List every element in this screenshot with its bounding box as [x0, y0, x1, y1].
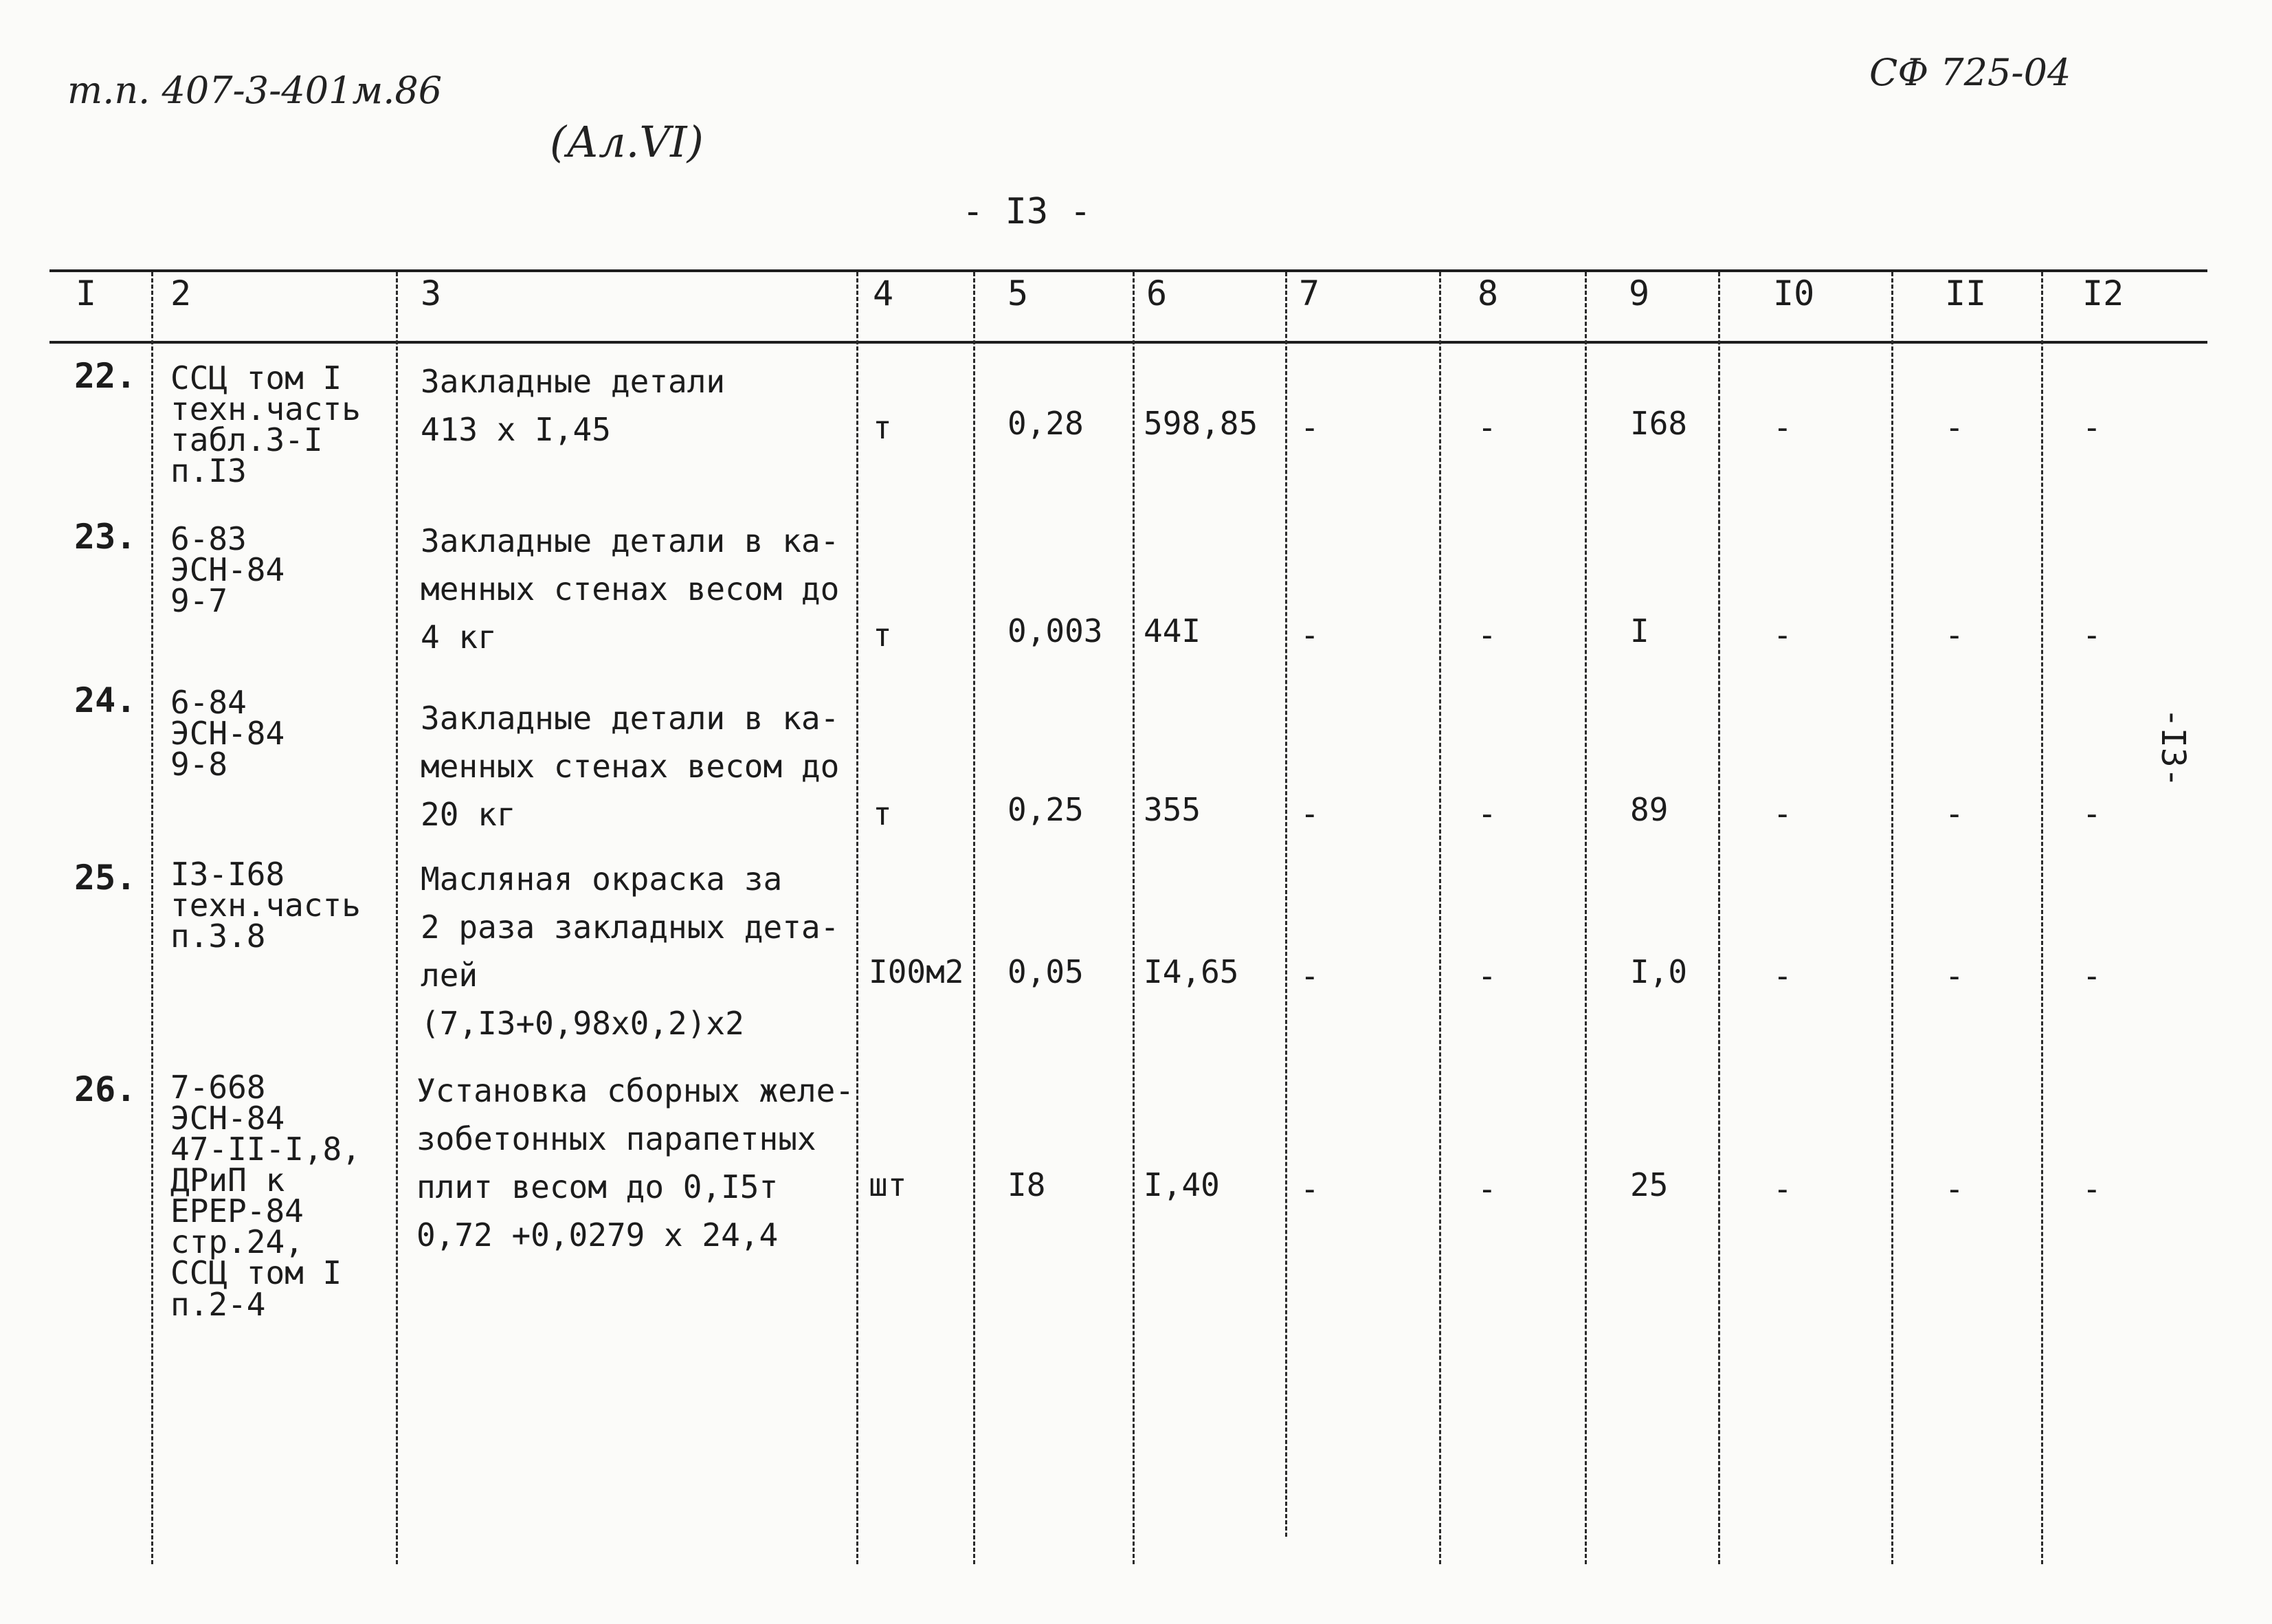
- value-cell: -: [1300, 409, 1319, 446]
- work-description: Закладные детали 413 х I,45: [421, 363, 726, 448]
- column-header: 8: [1478, 274, 1499, 313]
- column-divider: [1133, 272, 1135, 1564]
- column-header: I0: [1773, 274, 1815, 313]
- column-divider: [151, 272, 153, 1564]
- quantity-cell: 0,05: [1007, 953, 1084, 990]
- column-divider: [1718, 272, 1720, 1564]
- column-header: 3: [421, 274, 442, 313]
- value-cell: -: [1773, 409, 1792, 446]
- work-description: Масляная окраска за 2 раза закладных дета- лей (7,I3+0,98х0,2)х2: [421, 860, 840, 1042]
- column-header: II: [1945, 274, 1987, 313]
- value-cell: -: [1300, 957, 1319, 994]
- value-cell: -: [1773, 616, 1792, 654]
- page-number: - I3 -: [962, 191, 1091, 232]
- value-cell: -: [2082, 1170, 2102, 1208]
- quantity-cell: 0,003: [1007, 612, 1103, 649]
- value-cell: -: [1773, 795, 1792, 832]
- value-cell: I,0: [1630, 953, 1688, 990]
- column-header: 4: [873, 274, 894, 313]
- value-cell: -: [1478, 1170, 1497, 1208]
- value-cell: -: [1945, 795, 1964, 832]
- unit-cell: т: [873, 409, 892, 446]
- value-cell: I: [1630, 612, 1649, 649]
- norm-reference: I3-I68 техн.часть п.3.8: [170, 856, 361, 955]
- side-page-number: -I3-: [2154, 708, 2192, 788]
- column-divider: [396, 272, 398, 1564]
- norm-reference: 7-668 ЭСН-84 47-II-I,8, ДРиП к ЕРЕР-84 стр.24, ССЦ том I п.2-4: [170, 1069, 361, 1323]
- table-header-rule: [49, 341, 2207, 344]
- price-cell: I4,65: [1144, 953, 1239, 990]
- value-cell: -: [1773, 957, 1792, 994]
- norm-reference: ССЦ том I техн.часть табл.3-I п.I3: [170, 359, 361, 490]
- row-number: 26.: [74, 1069, 137, 1109]
- column-header: 6: [1146, 274, 1168, 313]
- quantity-cell: 0,25: [1007, 791, 1084, 828]
- column-divider: [1285, 272, 1287, 1537]
- column-header: 5: [1007, 274, 1029, 313]
- value-cell: -: [2082, 616, 2102, 654]
- value-cell: I68: [1630, 405, 1688, 442]
- work-description: Установка сборных желе- зобетонных парапетных плит весом до 0,I5т 0,72 +0,0279 х 24,4: [416, 1072, 854, 1254]
- norm-reference: 6-84 ЭСН-84 9-8: [170, 684, 285, 783]
- price-cell: 598,85: [1144, 405, 1258, 442]
- row-number: 23.: [74, 517, 137, 557]
- sheet-reference: (Ал.VI): [550, 117, 704, 167]
- value-cell: -: [1945, 616, 1964, 654]
- row-number: 24.: [74, 680, 137, 720]
- column-divider: [1585, 272, 1587, 1564]
- value-cell: -: [1945, 409, 1964, 446]
- column-divider: [1439, 272, 1441, 1564]
- value-cell: -: [1945, 957, 1964, 994]
- unit-cell: I00м2: [869, 953, 964, 990]
- norm-reference: 6-83 ЭСН-84 9-7: [170, 520, 285, 620]
- unit-cell: шт: [869, 1166, 907, 1203]
- value-cell: -: [1478, 957, 1497, 994]
- column-header: I: [76, 274, 97, 313]
- value-cell: -: [2082, 409, 2102, 446]
- column-header: I2: [2082, 274, 2124, 313]
- value-cell: -: [1300, 616, 1319, 654]
- value-cell: -: [1478, 616, 1497, 654]
- row-number: 22.: [74, 356, 137, 396]
- price-cell: I,40: [1144, 1166, 1220, 1203]
- value-cell: 25: [1630, 1166, 1669, 1203]
- value-cell: 89: [1630, 791, 1669, 828]
- value-cell: -: [1300, 1170, 1319, 1208]
- inventory-code: СФ 725-04: [1869, 51, 2071, 94]
- value-cell: -: [2082, 795, 2102, 832]
- table-top-rule: [49, 269, 2207, 272]
- price-cell: 44I: [1144, 612, 1201, 649]
- column-header: 9: [1629, 274, 1650, 313]
- row-number: 25.: [74, 858, 137, 898]
- value-cell: -: [1945, 1170, 1964, 1208]
- unit-cell: т: [873, 616, 892, 654]
- document-code: т.п. 407-3-401м.86: [67, 69, 443, 112]
- column-divider: [856, 272, 858, 1564]
- column-header: 2: [170, 274, 192, 313]
- column-divider: [1891, 272, 1893, 1564]
- price-cell: 355: [1144, 791, 1201, 828]
- value-cell: -: [1773, 1170, 1792, 1208]
- column-divider: [973, 272, 975, 1564]
- unit-cell: т: [873, 795, 892, 832]
- column-divider: [2041, 272, 2043, 1564]
- column-header: 7: [1299, 274, 1320, 313]
- quantity-cell: I8: [1007, 1166, 1046, 1203]
- value-cell: -: [1478, 409, 1497, 446]
- quantity-cell: 0,28: [1007, 405, 1084, 442]
- value-cell: -: [1478, 795, 1497, 832]
- work-description: Закладные детали в ка- менных стенах весом до 20 кг: [421, 700, 840, 833]
- value-cell: -: [1300, 795, 1319, 832]
- value-cell: -: [2082, 957, 2102, 994]
- work-description: Закладные детали в ка- менных стенах весом до 4 кг: [421, 522, 840, 656]
